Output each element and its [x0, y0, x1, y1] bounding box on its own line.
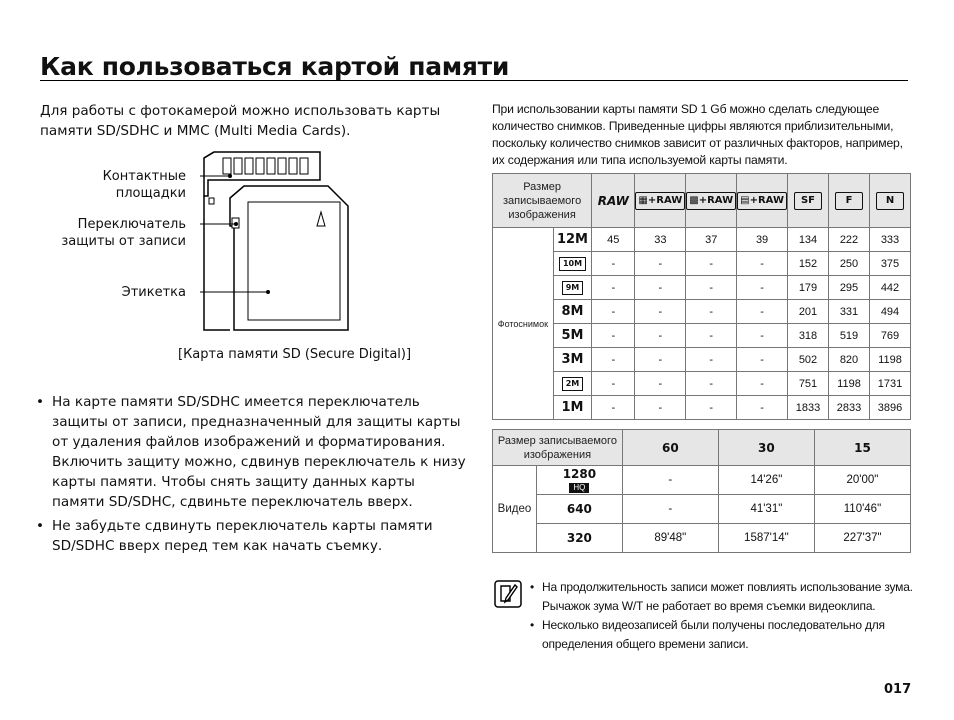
- page-title: Как пользоваться картой памяти: [40, 52, 510, 81]
- resolution-icon: 12M: [556, 232, 588, 247]
- photo-size-header: Размер записываемого изображения: [493, 174, 592, 228]
- table-row: 320 89'48" 1587'14" 227'37": [493, 524, 911, 553]
- protect-switch-label: Переключатель защиты от записи: [61, 217, 186, 249]
- video-resolution-icon: 1280 HQ: [536, 466, 622, 495]
- table-row: 1M - - - - 1833 2833 3896: [493, 396, 911, 420]
- table-row: 3M - - - - 502 820 1198: [493, 348, 911, 372]
- resolution-icon: 3M: [561, 352, 584, 367]
- table-row: Фотоснимок 12M 45 33 37 39 134 222 333: [493, 228, 911, 252]
- table-row: 640 - 41'31" 110'46": [493, 495, 911, 524]
- video-size-header: Размер записываемого изображения: [493, 430, 623, 466]
- table-row: 5M - - - - 318 519 769: [493, 324, 911, 348]
- quality-icon-superfine-raw: ▦+RAW: [635, 174, 686, 228]
- fps-icon-30: 30: [718, 430, 814, 466]
- contacts-label: Контактные площадки: [102, 169, 186, 201]
- resolution-icon: 5M: [561, 328, 584, 343]
- list-item: • На карте памяти SD/SDHC имеется переключатель защиты от записи, предназначенный для защиты карты от удаления файлов изображений и форматирования. Включить защиту можно, сдвинув переключатель к низу карты памяти. Чтобы снять защиту данных карты памяти SD/SDHC, сдвиньте переключатель вверх.: [36, 394, 466, 510]
- quality-icon-raw: RAW: [592, 174, 635, 228]
- video-resolution-icon: 320: [536, 524, 622, 553]
- resolution-icon: 2M: [562, 377, 584, 391]
- fps-icon-60: 60: [622, 430, 718, 466]
- quality-icon-normal-raw: ▤+RAW: [737, 174, 788, 228]
- page-number: 017: [884, 682, 912, 697]
- quality-icon-normal: N: [870, 174, 911, 228]
- capacity-intro: При использовании карты памяти SD 1 Gб можно сделать следующее количество снимков. Приведенные цифры являются приблизительными, поскольку количество снимков зависит от различных факторов, например, их содержания или типа используемой карты памяти.: [492, 102, 903, 167]
- card-caption: [Карта памяти SD (Secure Digital)]: [178, 347, 412, 362]
- resolution-icon: 9M: [562, 281, 584, 295]
- resolution-icon: 1M: [561, 400, 584, 415]
- note-pencil-icon: [494, 580, 522, 608]
- list-item: • Несколько видеозаписей были получены последовательно для определения общего времени записи.: [530, 618, 885, 651]
- video-resolution-icon: 640: [536, 495, 622, 524]
- quality-icon-fine: F: [829, 174, 870, 228]
- fps-icon-15: 15: [814, 430, 910, 466]
- notes-list: [530, 578, 914, 654]
- quality-icon-superfine: SF: [788, 174, 829, 228]
- resolution-icon: 8M: [561, 304, 584, 319]
- table-row: Видео 1280 HQ - 14'26" 20'00": [493, 466, 911, 495]
- photo-capacity-table: [492, 173, 911, 420]
- table-row: 10M - - - - 152 250 375: [493, 252, 911, 276]
- title-underline: [40, 80, 908, 81]
- list-item: • На продолжительность записи может повлиять использование зума. Рычажок зума W/T не работает во время съемки видеоклипа.: [530, 580, 913, 613]
- intro-paragraph: Для работы с фотокамерой можно использовать карты памяти SD/SDHC и MMC (Multi Media Cards).: [40, 103, 441, 139]
- bullet-list: [36, 392, 466, 560]
- quality-icon-fine-raw: ▩+RAW: [686, 174, 737, 228]
- table-row: 2M - - - - 751 1198 1731: [493, 372, 911, 396]
- video-capacity-table: [492, 429, 911, 553]
- video-side-label: Видео: [493, 466, 537, 553]
- table-row: 9M - - - - 179 295 442: [493, 276, 911, 300]
- sd-card-illustration: [200, 150, 355, 335]
- resolution-icon: 10M: [559, 257, 586, 271]
- table-row: 8M - - - - 201 331 494: [493, 300, 911, 324]
- list-item: • Не забудьте сдвинуть переключатель карты памяти SD/SDHC вверх перед тем как начать съемку.: [36, 518, 433, 554]
- card-label-label: Этикетка: [121, 285, 186, 300]
- photo-side-label: Фотоснимок: [493, 228, 554, 420]
